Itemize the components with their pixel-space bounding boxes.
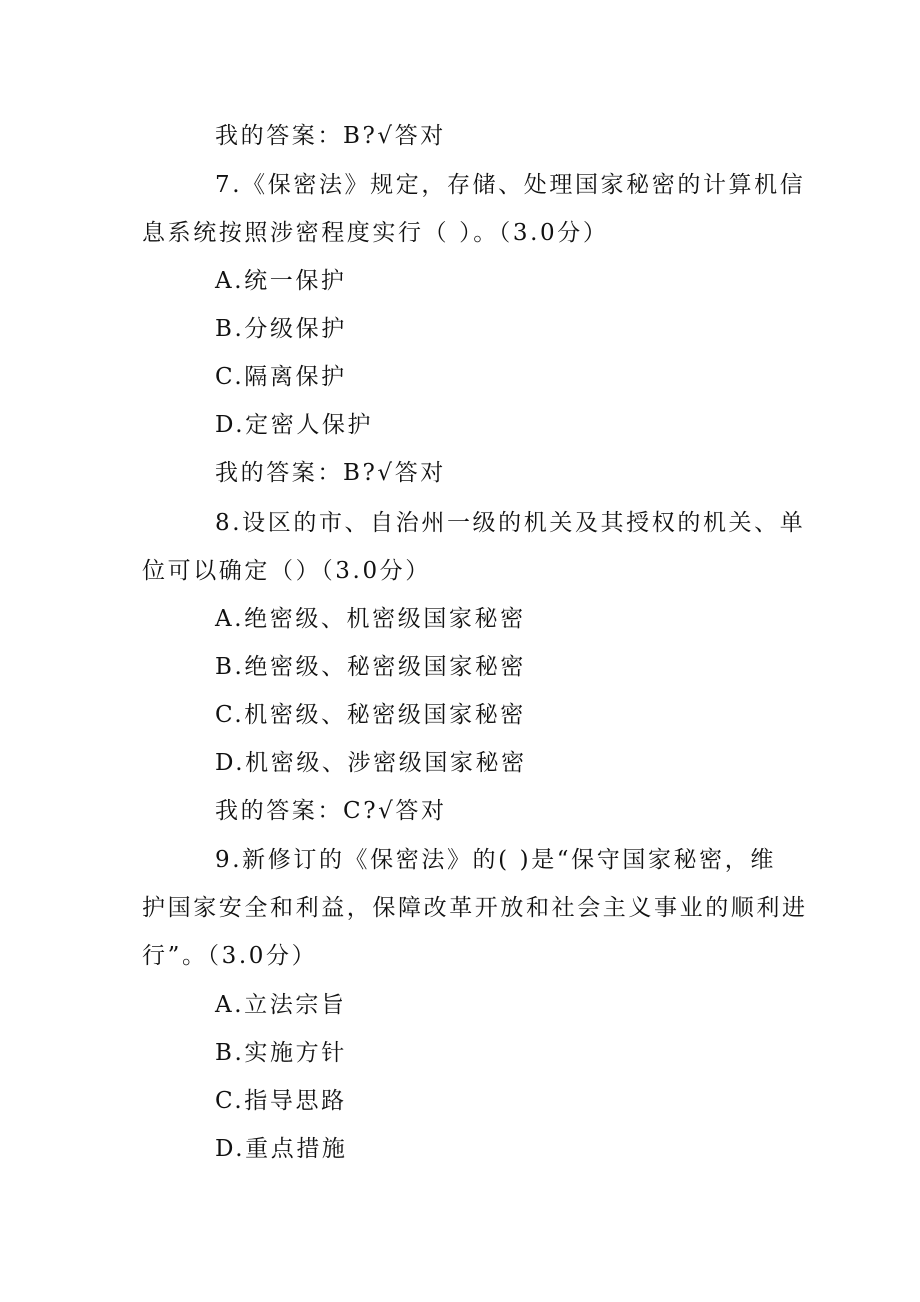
- q7-option-d: D.定密人保护: [215, 412, 374, 438]
- q8-option-a: A.绝密级、机密级国家秘密: [215, 606, 526, 632]
- answer-q7: 我的答案：B?√答对: [215, 460, 446, 486]
- q8-option-c: C.机密级、秘密级国家秘密: [215, 702, 526, 728]
- q7-option-c: C.隔离保护: [215, 364, 347, 390]
- q8-stem-line1: 8.设区的市、自治州一级的机关及其授权的机关、单: [215, 510, 806, 536]
- q8-stem-line2: 位可以确定（）（3.0分）: [142, 558, 431, 584]
- q9-option-b: B.实施方针: [215, 1040, 347, 1066]
- q7-stem-line2: 息系统按照涉密程度实行（ ）。（3.0分）: [142, 220, 609, 246]
- q9-option-a: A.立法宗旨: [215, 992, 347, 1018]
- q9-stem-line3: 行”。（3.0分）: [142, 943, 318, 969]
- q8-option-b: B.绝密级、秘密级国家秘密: [215, 654, 527, 680]
- answer-q6: 我的答案：B?√答对: [215, 123, 446, 149]
- q7-option-a: A.统一保护: [215, 268, 347, 294]
- q7-stem-line1: 7.《保密法》规定，存储、处理国家秘密的计算机信: [215, 172, 806, 198]
- q9-stem-line1: 9.新修订的《保密法》的( )是“保守国家秘密，维: [215, 847, 776, 873]
- q9-stem-line2: 护国家安全和利益，保障改革开放和社会主义事业的顺利进: [142, 895, 808, 921]
- answer-q8: 我的答案：C?√答对: [215, 798, 447, 824]
- q8-option-d: D.机密级、涉密级国家秘密: [215, 750, 527, 776]
- q9-option-c: C.指导思路: [215, 1088, 347, 1114]
- q9-option-d: D.重点措施: [215, 1136, 348, 1162]
- q7-option-b: B.分级保护: [215, 316, 347, 342]
